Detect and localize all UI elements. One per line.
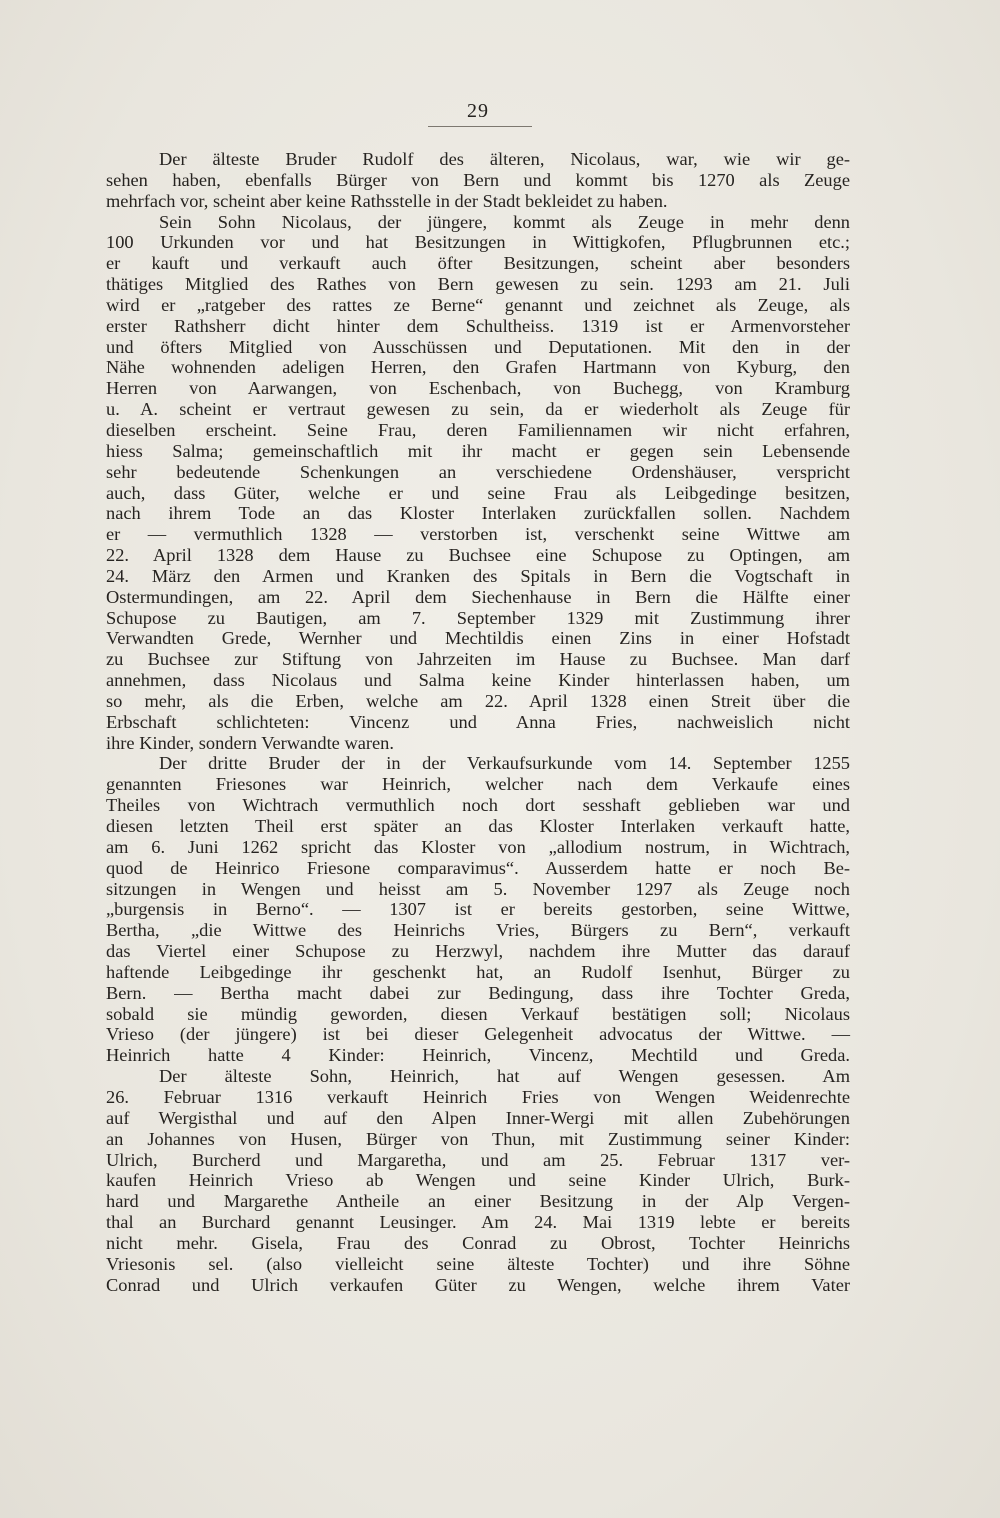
text-line: „burgensis in Berno“. — 1307 ist er bereits gestorben, seine Wittwe, [106, 899, 850, 920]
text-line: thal an Burchard genannt Leusinger. Am 24. Mai 1319 lebte er bereits [106, 1212, 850, 1233]
text-line: so mehr, als die Erben, welche am 22. April 1328 einen Streit über die [106, 690, 850, 711]
text-line: nach ihrem Tode an das Kloster Interlaken zurückfallen sollen. Nachdem [106, 503, 850, 524]
text-line: am 6. Juni 1262 spricht das Kloster von „allodium nostrum, in Wichtrach, [106, 836, 850, 857]
text-line: Vrieso (der jüngere) ist bei dieser Gelegenheit advocatus der Wittwe. — [106, 1024, 850, 1045]
text-line: zu Buchsee zur Stiftung von Jahrzeiten im Hause zu Buchsee. Man darf [106, 649, 850, 670]
text-line: ihre Kinder, sondern Verwandte waren. [106, 732, 394, 753]
text-line: Nähe wohnenden adeligen Herren, den Grafen Hartmann von Kyburg, den [106, 357, 850, 378]
text-line: er — vermuthlich 1328 — verstorben ist, verschenkt seine Wittwe am [106, 524, 850, 545]
text-line: Ostermundingen, am 22. April dem Siechenhause in Bern die Hälfte einer [106, 586, 850, 607]
text-line: dieselben erscheint. Seine Frau, deren Familiennamen wir nicht erfahren, [106, 419, 850, 440]
page-number: 29 [467, 100, 489, 122]
text-line: annehmen, dass Nicolaus und Salma keine Kinder hinterlassen haben, um [106, 670, 850, 691]
text-line: 26. Februar 1316 verkauft Heinrich Fries von Wengen Weidenrechte [106, 1086, 850, 1107]
body-text [106, 149, 850, 1295]
text-line: wird er „ratgeber des rattes ze Berne“ genannt und zeichnet als Zeuge, als [106, 294, 850, 315]
text-line: auch, dass Güter, welche er und seine Frau als Leibgedinge besitzen, [106, 482, 850, 503]
text-line: Bertha, „die Wittwe des Heinrichs Vries, Bürgers zu Bern“, verkauft [106, 920, 850, 941]
text-line: quod de Heinrico Friesone comparavimus“. Ausserdem hatte er noch Be- [106, 857, 850, 878]
text-line: sehr bedeutende Schenkungen an verschiedene Ordenshäuser, verspricht [106, 461, 850, 482]
text-line: das Viertel einer Schupose zu Herzwyl, nachdem ihre Mutter das darauf [106, 941, 850, 962]
text-line: hiess Salma; gemeinschaftlich mit ihr macht er gegen sein Lebensende [106, 440, 850, 461]
text-line: haftende Leibgedinge ihr geschenkt hat, an Rudolf Isenhut, Bürger zu [106, 961, 850, 982]
text-line: 24. März den Armen und Kranken des Spitals in Bern die Vogtschaft in [106, 565, 850, 586]
header-rule [428, 126, 532, 127]
text-line: auf Wergisthal und auf den Alpen Inner-Wergi mit allen Zubehörungen [106, 1107, 850, 1128]
text-line: hard und Margarethe Antheile an einer Besitzung in der Alp Vergen- [106, 1191, 850, 1212]
text-line: 22. April 1328 dem Hause zu Buchsee eine Schupose zu Optingen, am [106, 545, 850, 566]
text-line: Schupose zu Bautigen, am 7. September 1329 mit Zustimmung ihrer [106, 607, 850, 628]
text-line: Conrad und Ulrich verkaufen Güter zu Wengen, welche ihrem Vater [106, 1274, 850, 1295]
text-line: u. A. scheint er vertraut gewesen zu sein, da er wiederholt als Zeuge für [106, 399, 850, 420]
text-line: Erbschaft schlichteten: Vincenz und Anna Fries, nachweislich nicht [106, 711, 850, 732]
text-line: an Johannes von Husen, Bürger von Thun, mit Zustimmung seiner Kinder: [106, 1128, 850, 1149]
text-line: 100 Urkunden vor und hat Besitzungen in Wittigkofen, Pflugbrunnen etc.; [106, 232, 850, 253]
text-line: Ulrich, Burcherd und Margaretha, und am 25. Februar 1317 ver- [106, 1149, 850, 1170]
text-line: Verwandten Grede, Wernher und Mechtildis einen Zins in einer Hofstadt [106, 628, 850, 649]
text-line: und öfters Mitglied von Ausschüssen und Deputationen. Mit den in der [106, 336, 850, 357]
text-line: er kauft und verkauft auch öfter Besitzungen, scheint aber besonders [106, 253, 850, 274]
text-line: Herren von Aarwangen, von Eschenbach, von Buchegg, von Kramburg [106, 378, 850, 399]
text-line: genannten Friesones war Heinrich, welcher nach dem Verkaufe eines [106, 774, 850, 795]
text-line: Der älteste Sohn, Heinrich, hat auf Wengen gesessen. Am [159, 1066, 850, 1087]
text-line: mehrfach vor, scheint aber keine Rathsstelle in der Stadt bekleidet zu haben. [106, 190, 668, 211]
text-line: sitzungen in Wengen und heisst am 5. November 1297 als Zeuge noch [106, 878, 850, 899]
text-line: Sein Sohn Nicolaus, der jüngere, kommt als Zeuge in mehr denn [159, 211, 850, 232]
text-line: Theiles von Wichtrach vermuthlich noch dort sesshaft geblieben war und [106, 795, 850, 816]
text-line: Bern. — Bertha macht dabei zur Bedingung, dass ihre Tochter Greda, [106, 982, 850, 1003]
text-line: nicht mehr. Gisela, Frau des Conrad zu Obrost, Tochter Heinrichs [106, 1232, 850, 1253]
text-line: Heinrich hatte 4 Kinder: Heinrich, Vincenz, Mechtild und Greda. [106, 1045, 850, 1066]
text-line: Der dritte Bruder der in der Verkaufsurkunde vom 14. September 1255 [159, 753, 850, 774]
text-line: Vriesonis sel. (also vielleicht seine älteste Tochter) und ihre Söhne [106, 1253, 850, 1274]
text-line: sobald sie mündig geworden, diesen Verkauf bestätigen soll; Nicolaus [106, 1003, 850, 1024]
text-line: sehen haben, ebenfalls Bürger von Bern und kommt bis 1270 als Zeuge [106, 169, 850, 190]
text-line: kaufen Heinrich Vrieso ab Wengen und seine Kinder Ulrich, Burk- [106, 1170, 850, 1191]
text-line: erster Rathsherr dicht hinter dem Schultheiss. 1319 ist er Armenvorsteher [106, 315, 850, 336]
text-line: thätiges Mitglied des Rathes von Bern gewesen zu sein. 1293 am 21. Juli [106, 274, 850, 295]
text-line: diesen letzten Theil erst später an das Kloster Interlaken verkauft hatte, [106, 816, 850, 836]
text-line: Der älteste Bruder Rudolf des älteren, Nicolaus, war, wie wir ge- [159, 149, 850, 169]
